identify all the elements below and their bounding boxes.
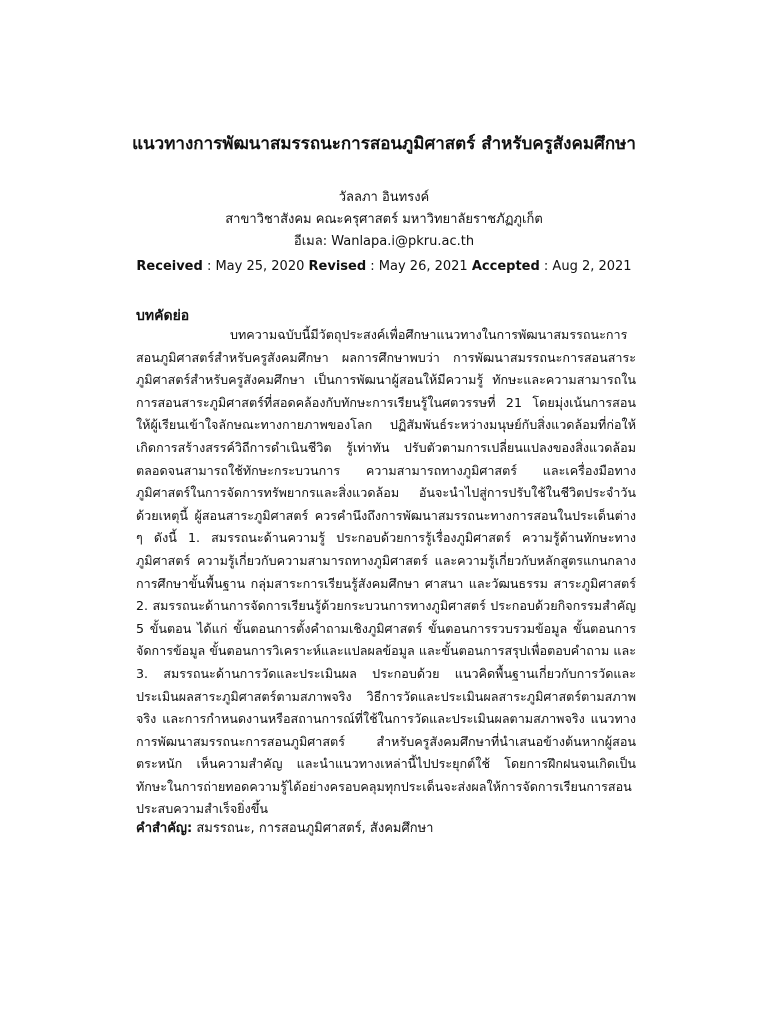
abstract-body xyxy=(136,324,636,821)
received-date: : May 25, 2020 xyxy=(206,259,305,274)
revised-label: Revised xyxy=(308,259,367,274)
accepted-label: Accepted xyxy=(471,259,540,274)
received-label: Received xyxy=(136,259,203,274)
publication-dates xyxy=(0,256,768,278)
revised-date: : May 26, 2021 xyxy=(370,259,468,274)
abstract-heading: บทคัดย่อ xyxy=(136,308,190,324)
author-block xyxy=(0,187,768,278)
email-label: อีเมล: xyxy=(293,234,328,249)
keywords-text: สมรรถนะ, การสอนภูมิศาสตร์, สังคมศึกษา xyxy=(196,821,434,836)
author-affiliation: สาขาวิชาสังคม คณะครุศาสตร์ มหาวิทยาลัยราชภัฏภูเก็ต xyxy=(225,212,543,227)
author-email-line xyxy=(0,231,768,253)
accepted-date: : Aug 2, 2021 xyxy=(543,259,632,274)
paper-title: แนวทางการพัฒนาสมรรถนะการสอนภูมิศาสตร์ สำหรับครูสังคมศึกษา xyxy=(132,134,636,154)
author-email: Wanlapa.i@pkru.ac.th xyxy=(331,234,475,249)
abstract-paragraph: บทความฉบับนี้มีวัตถุประสงค์เพื่อศึกษาแนวทางในการพัฒนาสมรรถนะการสอนภูมิศาสตร์สำหรับครูสังคมศึกษา ผลการศึกษาพบว่า การพัฒนาสมรรถนะการสอนสาระภูมิศาสตร์สำหรับครูสังคมศึกษา เป็นการพัฒนาผู้สอนให้มีความรู้ ทักษะและความสามารถในการสอนสาระภูมิศาสตร์ที่สอดคล้องกับทักษะการเรียนรู้ในศตวรรษที่ 21 โดยมุ่งเน้นการสอนให้ผู้เรียนเข้าใจลักษณะทางกายภาพของโลก ปฏิสัมพันธ์ระหว่างมนุษย์กับสิ่งแวดล้อมที่ก่อให้เกิดการสร้างสรรค์วิถีการดำเนินชีวิต รู้เท่าทัน ปรับตัวตามการเปลี่ยนแปลงของสิ่งแวดล้อม ตลอดจนสามารถใช้ทักษะกระบวนการ ความสามารถทางภูมิศาสตร์ และเครื่องมือทางภูมิศาสตร์ในการจัดการทรัพยากรและสิ่งแวดล้อม อันจะนำไปสู่การปรับใช้ในชีวิตประจำวัน ด้วยเหตุนี้ ผู้สอนสาระภูมิศาสตร์ ควรคำนึงถึงการพัฒนาสมรรถนะทางการสอนในประเด็นต่าง ๆ ดังนี้ 1. สมรรถนะด้านความรู้ ประกอบด้วยการรู้เรื่องภูมิศาสตร์ ความรู้ด้านทักษะทางภูมิศาสตร์ ความรู้เกี่ยวกับความสามารถทางภูมิศาสตร์ และความรู้เกี่ยวกับหลักสูตรแกนกลางการศึกษาขั้นพื้นฐาน กลุ่มสาระการเรียนรู้สังคมศึกษา ศาสนา และวัฒนธรรม สาระภูมิศาสตร์ 2. สมรรถนะด้านการจัดการเรียนรู้ด้วยกระบวนการทางภูมิศาสตร์ ประกอบด้วยกิจกรรมสำคัญ 5 ขั้นตอน ได้แก่ ขั้นตอนการตั้งคำถามเชิงภูมิศาสตร์ ขั้นตอนการรวบรวมข้อมูล ขั้นตอนการจัดการข้อมูล ขั้นตอนการวิเคราะห์และแปลผลข้อมูล และขั้นตอนการสรุปเพื่อตอบคำถาม และ 3. สมรรถนะด้านการวัดและประเมินผล ประกอบด้วย แนวคิดพื้นฐานเกี่ยวกับการวัดและประเมินผลสาระภูมิศาสตร์ตามสภาพจริง วิธีการวัดและประเมินผลสาระภูมิศาสตร์ตามสภาพจริง และการกำหนดงานหรือสถานการณ์ที่ใช้ในการวัดและประเมินผลตามสภาพจริง แนวทางการพัฒนาสมรรถนะการสอนภูมิศาสตร์ สำหรับครูสังคมศึกษาที่นำเสนอข้างต้นหากผู้สอนตระหนัก เห็นความสำคัญ และนำแนวทางเหล่านี้ไปประยุกต์ใช้ โดยการฝึกฝนจนเกิดเป็นทักษะในการถ่ายทอดความรู้ได้อย่างครอบคลุมทุกประเด็นจะส่งผลให้การจัดการเรียนการสอนประสบความสำเร็จยิ่งขึ้น xyxy=(136,327,636,817)
keywords-label: คำสำคัญ: xyxy=(136,821,193,836)
keywords xyxy=(136,818,656,840)
author-name: วัลลภา อินทรงค์ xyxy=(338,190,430,205)
